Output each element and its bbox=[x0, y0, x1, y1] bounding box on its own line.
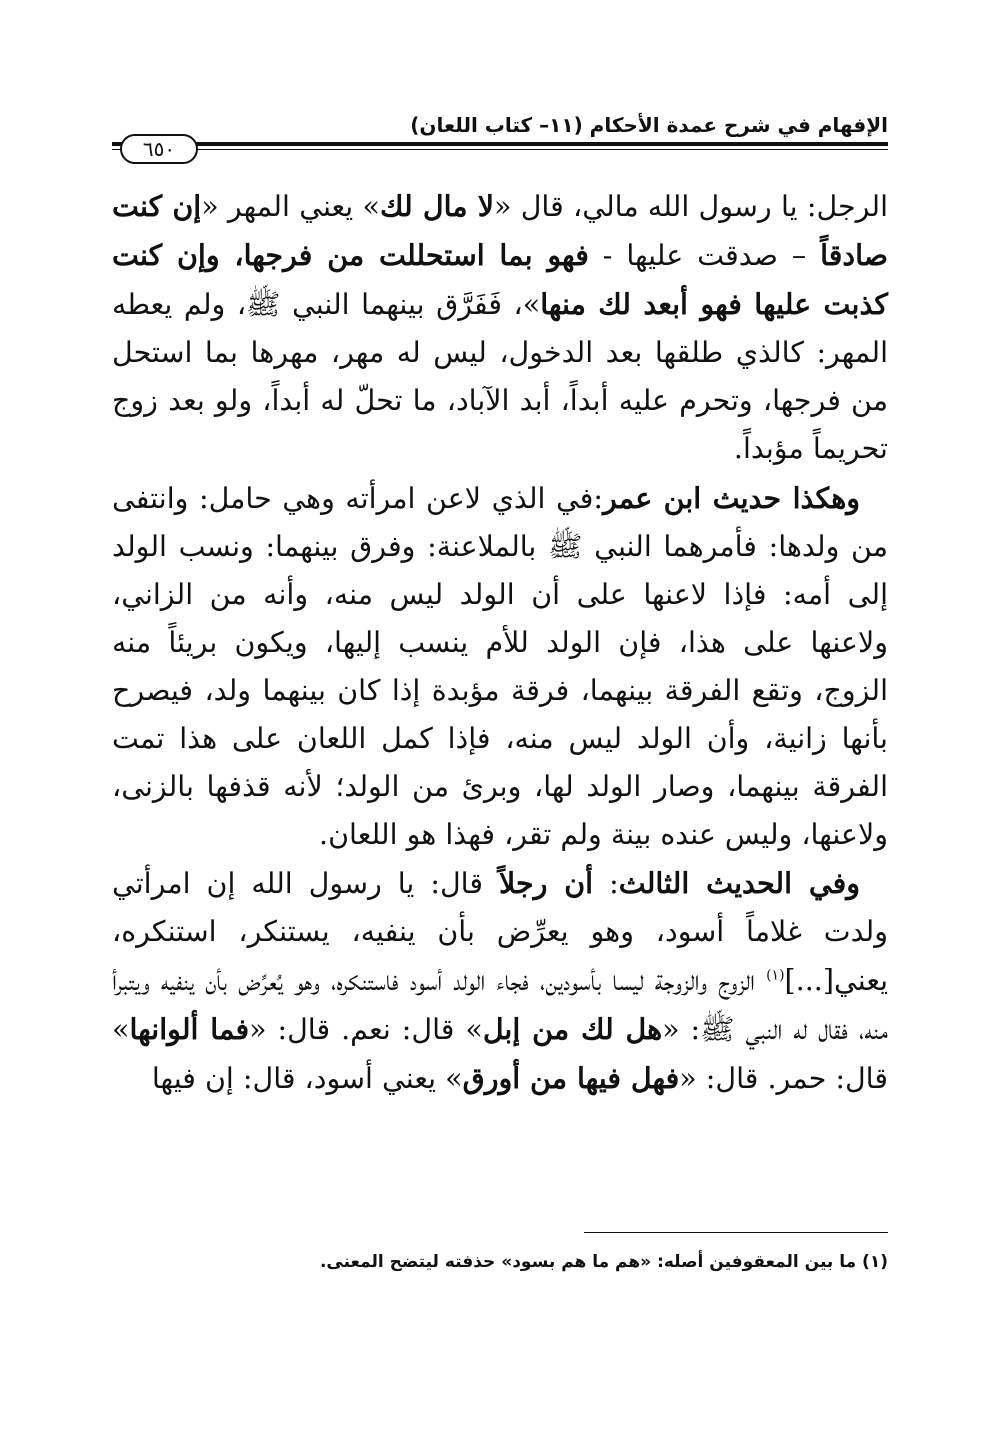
text-run: »، فَفَرَّق بينهما النبي ﷺ، ولم يعطه المهر: كالذي طلقها بعد الدخول، ليس له مهر، مهرها بما استحل من فرجها، وتحرم عليه أبداً، أبد الآباد، ما تحلّ له أبداً، ولو بعد زوج تحريماً مؤبداً. bbox=[112, 288, 888, 466]
text-run: » قال: حمر. قال: « bbox=[112, 1012, 888, 1095]
paragraph-1 bbox=[112, 182, 888, 474]
bold-quote: فهو بما استحللت من فرجها، وإن كنت كذبت عليها فهو أبعد لك منها bbox=[112, 238, 888, 322]
bold-quote: أن رجلاً bbox=[498, 866, 594, 901]
bold-quote: هل لك من إبل bbox=[482, 1011, 663, 1046]
section-lead: وفي الحديث الثالث bbox=[618, 866, 860, 901]
footnote-reference: (١) bbox=[766, 967, 785, 983]
text-run: :في الذي لاعن امرأته وهي حامل: وانتفى من ولدها: فأمرهما النبي ﷺ بالملاعنة: وفرق بينهما: ونسب الولد إلى أمه: فإذا لاعنها على أن الولد ليس منه، وأنه من الزاني، ولاعنها على هذا، فإن الولد للأم ينسب إليها، ويكون بريئاً منه الزوج، وتقع الفرقة بينهما، فرقة مؤبدة إذا كان بينهما ولد، فيصرح بأنها زانية، وأن الولد ليس منه، فإذا كمل اللعان على هذا تمت الفرقة بينهما، وصار الولد لها، وبرئ من الولد؛ لأنه قذفها بالزنى، ولاعنها، وليس عنده بينة ولم تقر، فهذا هو اللعان. bbox=[112, 481, 888, 852]
bold-quote: فما ألوانها bbox=[129, 1011, 250, 1046]
bold-quote: لا مال لك bbox=[379, 189, 494, 223]
header-rule-thin bbox=[112, 149, 888, 150]
text-run: : bbox=[593, 867, 619, 901]
text-run: – صدقت عليها - bbox=[588, 239, 821, 273]
page-header bbox=[112, 104, 888, 164]
bold-quote: فهل فيها من أورق bbox=[462, 1060, 680, 1095]
text-run: قال: يا رسول الله إن امرأتي ولدت غلاماً أسود، وهو يعرِّض بأن ينفيه، يستنكر، استنكره، يعني[...] bbox=[112, 867, 888, 997]
page-number-badge: ٦٥٠ bbox=[120, 134, 198, 164]
text-run: الزوج والزوجة ليسا بأسودين، فجاء الولد أسود فاستنكره، وهو يُعرِّض بأن ينفيه ويتبرأ منه، فقال له النبي ﷺ: « bbox=[112, 963, 888, 1046]
section-lead: وهكذا حديث ابن عمر bbox=[603, 480, 860, 515]
text-run: » قال: نعم. قال: « bbox=[249, 1012, 483, 1046]
main-text bbox=[112, 182, 888, 1103]
footnote-separator bbox=[584, 1232, 888, 1233]
text-run: » يعني المهر « bbox=[201, 190, 380, 223]
running-title: الإفهام في شرح عمدة الأحكام (١١– كتاب اللعان) bbox=[410, 113, 888, 137]
text-run: » يعني أسود، قال: إن فيها bbox=[151, 1061, 463, 1095]
paragraph-3 bbox=[112, 859, 888, 1102]
header-rule-thick bbox=[112, 142, 888, 146]
footnote: (١) ما بين المعقوفين أصله: «هم ما هم بسود» حذفته ليتضح المعنى. bbox=[319, 1252, 888, 1272]
text-run: الرجل: يا رسول الله مالي، قال « bbox=[493, 190, 888, 223]
paragraph-2 bbox=[112, 474, 888, 860]
bold-quote: إن كنت صادقاً bbox=[112, 189, 888, 273]
